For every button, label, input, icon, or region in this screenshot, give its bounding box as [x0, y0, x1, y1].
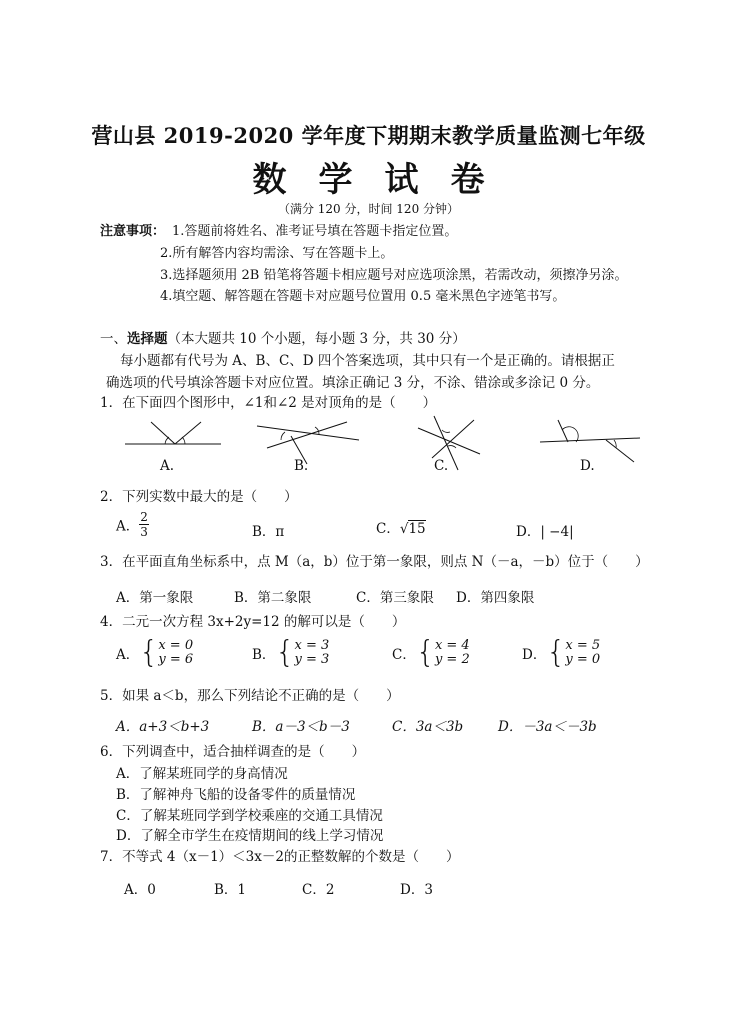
q6-option-c: C．了解某班同学到学校乘座的交通工具情况 — [116, 808, 383, 824]
section-rules: （本大题共 10 个小题，每小题 3 分，共 30 分） — [167, 331, 466, 347]
section-number: 一、 — [100, 331, 127, 347]
q6-option-b: B．了解神舟飞船的设备零件的质量情况 — [116, 787, 356, 803]
q1-option-d: D. — [580, 458, 595, 474]
q5-option-a: A．a+3＜b+3 — [116, 719, 210, 735]
sqrt-symbol: √ — [399, 521, 409, 537]
q1-option-c: C. — [434, 458, 449, 474]
q3-option-a: A．第一象限 — [116, 590, 194, 606]
q4-stem: 4．二元一次方程 3x+2y=12 的解可以是（ ） — [100, 614, 406, 630]
note-item-3: 3.选择题须用 2B 铅笔将答题卡相应题号对应选项涂黑，若需改动，须擦净另涂。 — [160, 268, 628, 283]
q7-stem: 7．不等式 4（x－1）＜3x－2的正整数解的个数是（ ） — [100, 849, 460, 865]
q4-option-a: A．{ x = 0 y = 6 — [116, 635, 194, 670]
q4-option-d: D．{ x = 5 y = 0 — [522, 635, 601, 670]
q4-option-c: C．{ x = 4 y = 2 — [392, 635, 470, 670]
exam-title: 营山县 2019-2020 学年度下期期末教学质量监测七年级 — [91, 123, 646, 148]
section-name: 选择题 — [127, 331, 168, 347]
note-item-4: 4.填空题、解答题在答题卡对应题号位置用 0.5 毫米黑色字迹笔书写。 — [160, 289, 566, 304]
q1-figure-b — [255, 418, 365, 468]
q5-option-b: B．a－3＜b－3 — [252, 719, 350, 735]
q3-option-c: C．第三象限 — [356, 590, 434, 606]
section-instruction-line1: 每小题都有代号为 A、B、C、D 四个答案选项，其中只有一个是正确的。请根据正 — [120, 353, 615, 369]
q3-option-d: D．第四象限 — [456, 590, 535, 606]
score-note: （满分 120 分，时间 120 分钟） — [277, 202, 460, 216]
subject-title: 数学试卷 — [252, 160, 517, 200]
q2-option-c: C．√15 — [376, 521, 426, 537]
q2-option-a: A． $\frac{2}{3}$ — [116, 510, 148, 539]
q7-option-b: B．1 — [214, 882, 247, 898]
section-heading — [100, 327, 466, 347]
q4-option-b: B．{ x = 3 y = 3 — [252, 635, 330, 670]
q3-option-b: B．第二象限 — [234, 590, 312, 606]
notes-label: 注意事项： — [100, 224, 166, 239]
note-item-1: 1.答题前将姓名、准考证号填在答题卡指定位置。 — [172, 224, 458, 239]
q5-stem: 5．如果 a＜b，那么下列结论不正确的是（ ） — [100, 688, 400, 704]
q1-option-a: A. — [160, 458, 175, 474]
q2-option-d: D．| −4| — [516, 524, 574, 540]
fraction: $\frac{2}{3}$ — [140, 510, 148, 539]
q6-option-a: A．了解某班同学的身高情况 — [116, 766, 288, 782]
q3-stem: 3．在平面直角坐标系中，点 M（a，b）位于第一象限，则点 N（－a，－b）位于（ ） — [100, 554, 649, 570]
q6-stem: 6．下列调查中，适合抽样调查的是（ ） — [100, 744, 366, 760]
q5-option-d: D．－3a＜－3b — [498, 719, 597, 735]
section-instruction-line2: 确选项的代号填涂答题卡对应位置。填涂正确记 3 分，不涂、错涂或多涂记 0 分。 — [106, 375, 600, 391]
q7-option-d: D．3 — [400, 882, 433, 898]
q2-option-b: B．π — [252, 524, 285, 540]
q1-option-b: B. — [294, 458, 309, 474]
q1-stem: 1．在下面四个图形中，∠1和∠2 是对顶角的是（ ） — [100, 395, 437, 411]
q5-option-c: C．3a＜3b — [392, 719, 464, 735]
q1-figure-c — [418, 414, 488, 472]
q7-option-a: A．0 — [124, 882, 156, 898]
q7-option-c: C．2 — [302, 882, 335, 898]
q1-figure-a — [125, 420, 225, 460]
note-item-2: 2.所有解答内容均需涂、写在答题卡上。 — [160, 246, 394, 261]
q2-stem: 2．下列实数中最大的是（ ） — [100, 489, 298, 505]
q6-option-d: D．了解全市学生在疫情期间的线上学习情况 — [116, 828, 384, 844]
